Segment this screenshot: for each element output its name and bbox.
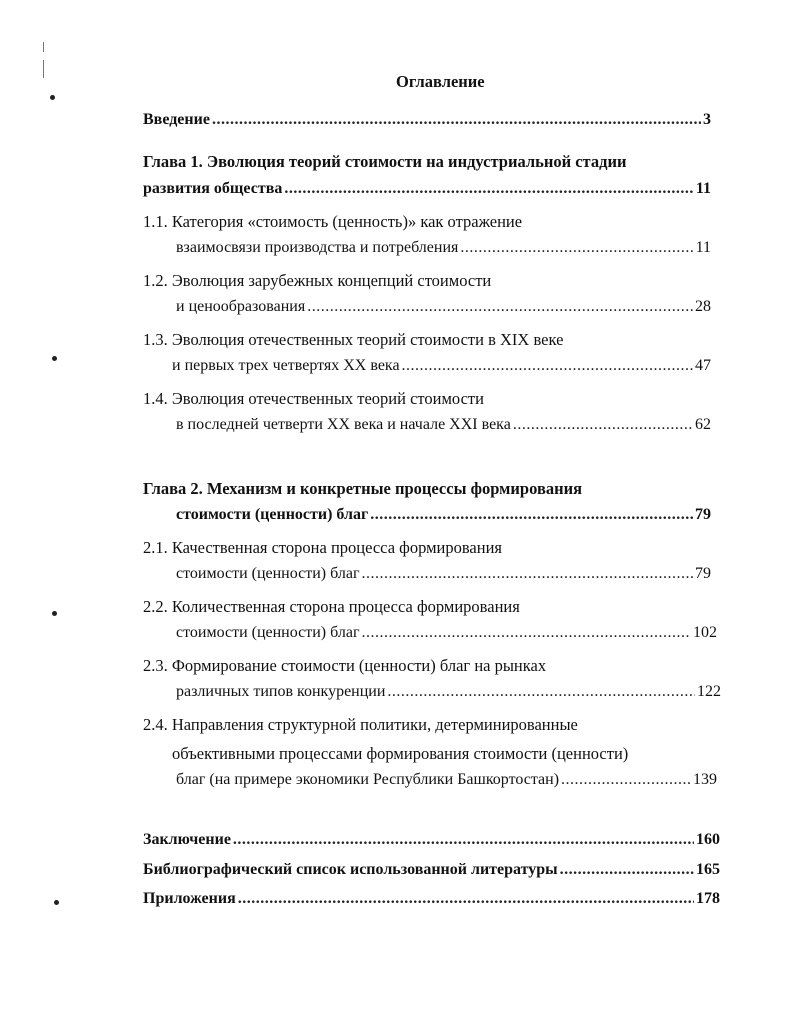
section-2-2-row — [176, 624, 717, 648]
section-2-3-row — [176, 683, 721, 707]
toc-label: стоимости (ценности) благ — [176, 506, 369, 523]
margin-mark — [52, 356, 57, 361]
toc-appendix — [143, 890, 720, 914]
toc-label: и первых трех четвертях XX века — [172, 357, 400, 374]
page-title: Оглавление — [396, 72, 485, 91]
section-1-4-line1: 1.4. Эволюция отечественных теорий стоимости — [143, 389, 484, 408]
toc-label: и ценообразования — [176, 298, 306, 315]
toc-page: 79 — [695, 506, 711, 523]
leader-dots — [362, 565, 693, 583]
leader-dots — [233, 831, 694, 849]
section-2-4-row — [176, 771, 717, 795]
toc-label: Приложения — [143, 890, 236, 907]
leader-dots — [238, 890, 694, 908]
leader-dots — [387, 683, 695, 701]
toc-page: 11 — [695, 239, 711, 256]
toc-label: различных типов конкуренции — [176, 683, 386, 700]
section-2-3-line1: 2.3. Формирование стоимости (ценности) благ на рынках — [143, 656, 547, 675]
section-1-4-row — [176, 416, 711, 440]
leader-dots — [561, 771, 691, 789]
leader-dots — [212, 111, 701, 129]
toc-page: 122 — [697, 683, 721, 700]
toc-page: 28 — [695, 298, 711, 315]
section-2-2-line1: 2.2. Количественная сторона процесса формирования — [143, 597, 520, 616]
toc-page: 102 — [693, 624, 717, 641]
toc-label: в последней четверти XX века и начале XXI века — [176, 416, 511, 433]
leader-dots — [560, 861, 694, 879]
chapter1-row — [143, 180, 711, 204]
margin-mark — [43, 60, 44, 78]
section-1-1-row — [176, 239, 711, 263]
chapter1-heading: Глава 1. Эволюция теорий стоимости на индустриальной стадии — [143, 152, 627, 171]
section-1-1-line1: 1.1. Категория «стоимость (ценность)» как отражение — [143, 212, 523, 231]
toc-label: стоимости (ценности) благ — [176, 624, 360, 641]
toc-label: благ (на примере экономики Республики Башкортостан) — [176, 771, 560, 788]
chapter2-row — [176, 506, 711, 530]
margin-mark — [54, 900, 59, 905]
toc-page: 139 — [693, 771, 717, 788]
section-1-2-row — [176, 298, 711, 322]
margin-mark — [50, 95, 55, 100]
toc-bibliography — [143, 861, 720, 885]
leader-dots — [370, 506, 693, 524]
toc-intro — [143, 111, 711, 135]
section-1-2-line1: 1.2. Эволюция зарубежных концепций стоимости — [143, 271, 492, 290]
toc-page: 79 — [695, 565, 711, 582]
leader-dots — [307, 298, 693, 316]
section-2-1-row — [176, 565, 711, 589]
leader-dots — [402, 357, 693, 375]
section-2-4-line2: объективными процессами формирования стоимости (ценности) — [172, 744, 629, 763]
toc-page: 165 — [696, 861, 720, 878]
leader-dots — [513, 416, 693, 434]
toc-page: 11 — [695, 180, 711, 197]
toc-label: взаимосвязи производства и потребления — [176, 239, 459, 256]
section-1-3-row — [172, 357, 711, 381]
toc-label: Заключение — [143, 831, 231, 848]
section-2-4-line1: 2.4. Направления структурной политики, детерминированные — [143, 715, 578, 734]
leader-dots — [284, 180, 694, 198]
chapter2-heading: Глава 2. Механизм и конкретные процессы формирования — [143, 479, 583, 498]
toc-page: 3 — [703, 111, 711, 128]
section-2-1-line1: 2.1. Качественная сторона процесса формирования — [143, 538, 503, 557]
leader-dots — [460, 239, 693, 257]
leader-dots — [362, 624, 691, 642]
toc-page: 178 — [696, 890, 720, 907]
toc-page: 160 — [696, 831, 720, 848]
section-1-3-line1: 1.3. Эволюция отечественных теорий стоимости в XIX веке — [143, 330, 564, 349]
toc-label: Библиографический список использованной литературы — [143, 861, 558, 878]
toc-page: 62 — [695, 416, 711, 433]
toc-label: развития общества — [143, 180, 283, 197]
margin-mark — [43, 42, 44, 52]
margin-mark — [52, 611, 57, 616]
toc-label: Введение — [143, 111, 210, 128]
toc-conclusion — [143, 831, 720, 855]
toc-page: 47 — [695, 357, 711, 374]
toc-label: стоимости (ценности) благ — [176, 565, 360, 582]
